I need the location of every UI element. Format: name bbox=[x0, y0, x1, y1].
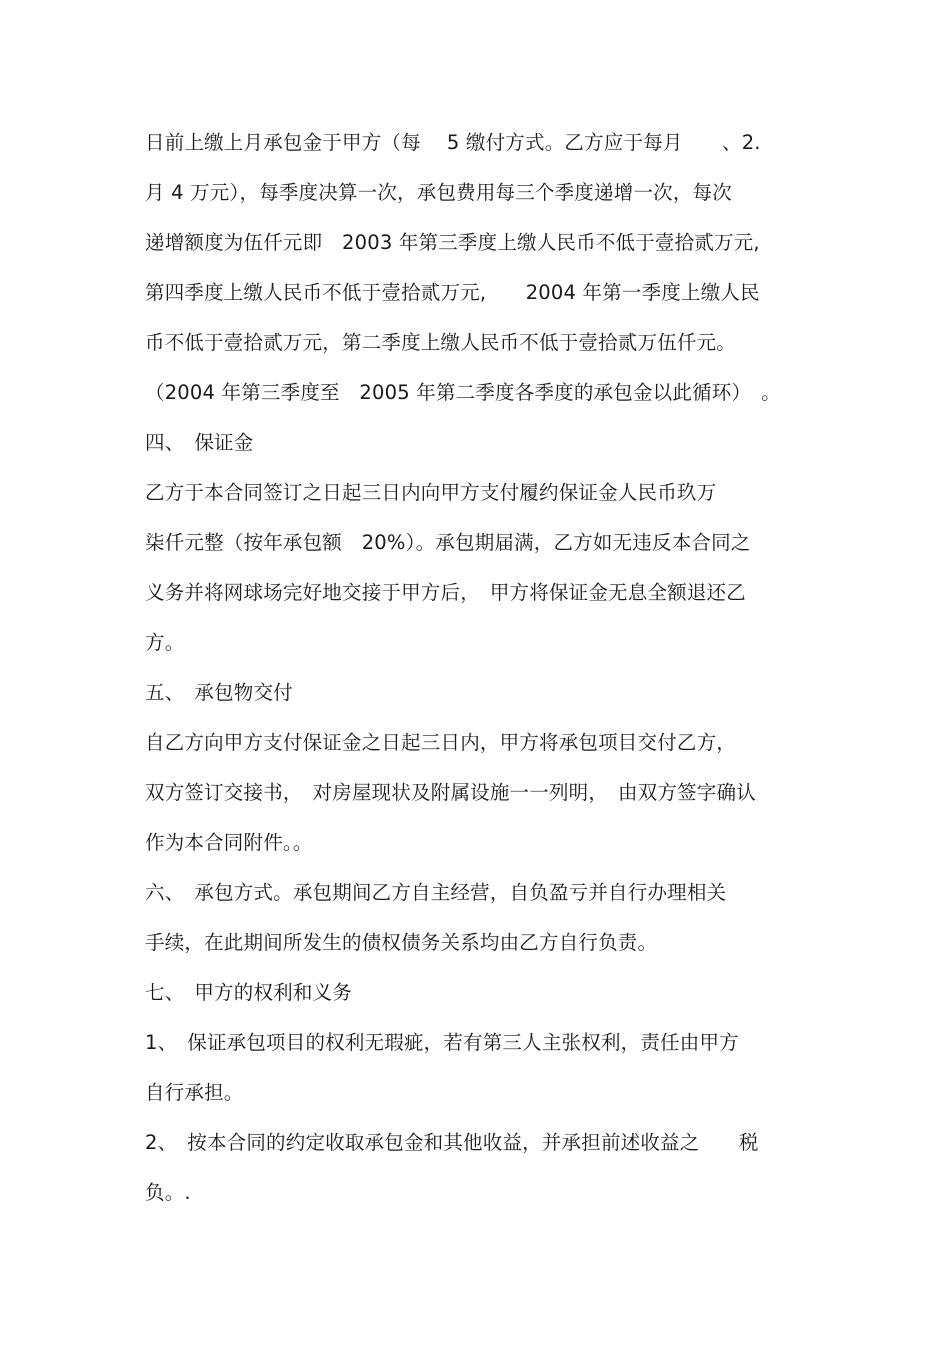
list-item: 1、 保证承包项目的权利无瑕疵，若有第三人主张权利，责任由甲方 bbox=[145, 1031, 739, 1054]
text-line: 日前上缴上月承包金于甲方（每 5 缴付方式。乙方应于每月 、2. bbox=[145, 131, 761, 154]
text-line: 月 4 万元），每季度决算一次，承包费用每三个季度递增一次，每次 bbox=[145, 181, 732, 204]
section-heading: 七、 甲方的权利和义务 bbox=[145, 981, 352, 1004]
text-line: 递增额度为伍仟元即 2003 年第三季度上缴人民币不低于壹拾贰万元, bbox=[145, 231, 760, 254]
text-line: 第四季度上缴人民币不低于壹拾贰万元, 2004 年第一季度上缴人民 bbox=[145, 281, 760, 304]
text-line: 自乙方向甲方支付保证金之日起三日内，甲方将承包项目交付乙方， bbox=[145, 731, 737, 754]
text-line: 负。. bbox=[145, 1181, 191, 1204]
section-heading: 四、 保证金 bbox=[145, 431, 254, 454]
text-line: 乙方于本合同签订之日起三日内向甲方支付履约保证金人民币玖万 bbox=[145, 481, 717, 504]
text-line: 手续，在此期间所发生的债权债务关系均由乙方自行负责。 bbox=[145, 931, 658, 954]
text-line: 双方签订交接书， 对房屋现状及附属设施一一列明， 由双方签字确认 bbox=[145, 781, 756, 804]
text-line: 自行承担。 bbox=[145, 1081, 244, 1104]
text-line: 币不低于壹拾贰万元，第二季度上缴人民币不低于壹拾贰万伍仟元。 bbox=[145, 331, 737, 354]
section-heading: 五、 承包物交付 bbox=[145, 681, 293, 704]
list-item: 2、 按本合同的约定收取承包金和其他收益，并承担前述收益之 税 bbox=[145, 1131, 759, 1154]
text-line: 作为本合同附件。。 bbox=[145, 831, 313, 854]
text-line: （2004 年第三季度至 2005 年第二季度各季度的承包金以此循环） 。 bbox=[145, 381, 781, 404]
text-line: 方。 bbox=[145, 631, 185, 654]
text-line: 柒仟元整（按年承包额 20%）。承包期届满，乙方如无违反本合同之 bbox=[145, 531, 751, 554]
text-line: 义务并将网球场完好地交接于甲方后， 甲方将保证金无息全额退还乙 bbox=[145, 581, 746, 604]
section-heading: 六、 承包方式。承包期间乙方自主经营，自负盈亏并自行办理相关 bbox=[145, 881, 727, 904]
